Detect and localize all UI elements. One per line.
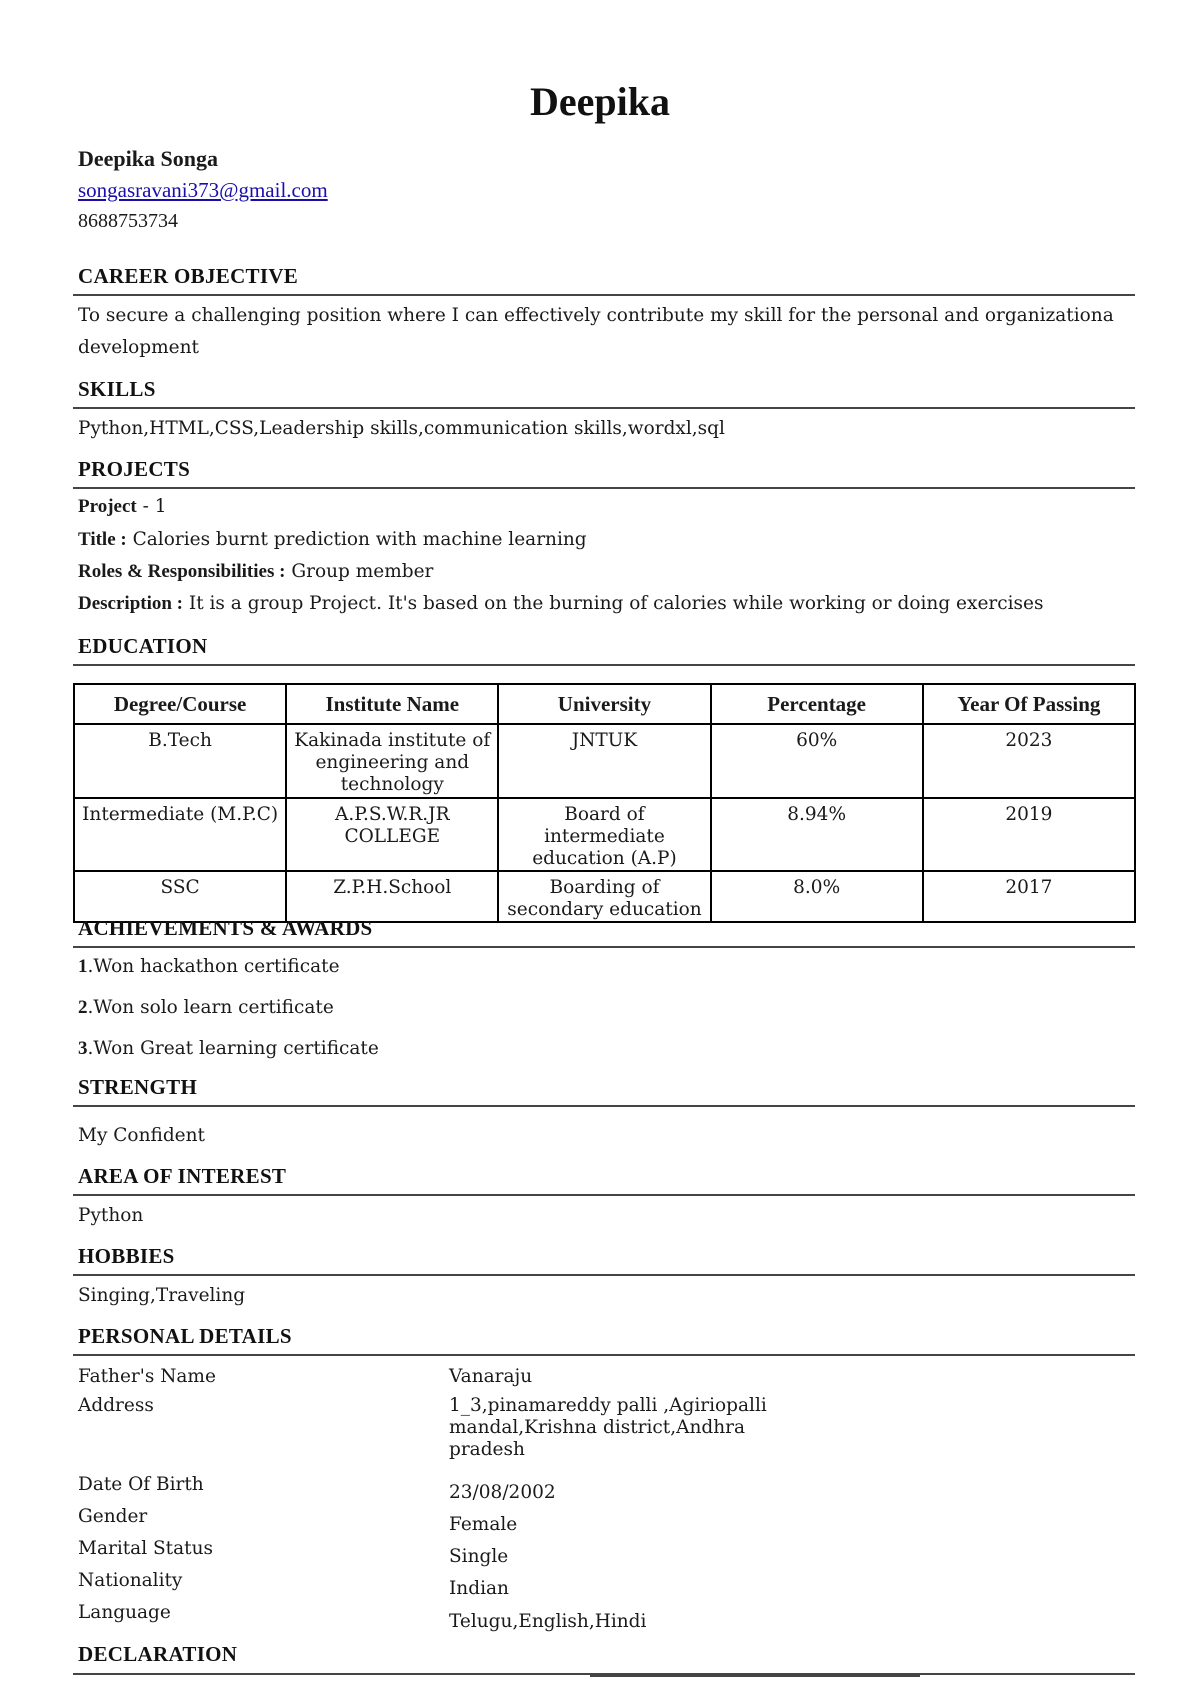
- table-row: [74, 798, 1135, 871]
- personal-field-label: Language: [78, 1602, 171, 1623]
- phone-number: 8688753734: [78, 210, 178, 232]
- list-item: [78, 1033, 379, 1065]
- personal-field-value: Single: [449, 1546, 509, 1567]
- education-heading: EDUCATION: [78, 634, 208, 658]
- table-cell: Intermediate (M.P.C): [74, 798, 286, 871]
- interest-heading: AREA OF INTEREST: [78, 1164, 287, 1188]
- personal-field-label: Father's Name: [78, 1366, 216, 1387]
- career-objective-heading: CAREER OBJECTIVE: [78, 264, 299, 288]
- table-cell: 60%: [711, 724, 923, 798]
- resume-title: Deepika: [530, 79, 670, 124]
- table-cell: Board of intermediate education (A.P): [498, 798, 710, 871]
- achievement-number: 1: [78, 956, 88, 977]
- achievement-number: 2: [78, 997, 88, 1018]
- personal-field-label: Nationality: [78, 1570, 183, 1591]
- personal-field-value: Vanaraju: [449, 1366, 533, 1387]
- section-divider: [73, 407, 1135, 409]
- table-cell: 2023: [923, 724, 1135, 798]
- strength-text: My Confident: [78, 1125, 205, 1146]
- project-title-label: Title :: [78, 529, 127, 550]
- declaration-heading: DECLARATION: [78, 1642, 238, 1666]
- hobbies-heading: HOBBIES: [78, 1244, 175, 1268]
- table-cell: JNTUK: [498, 724, 710, 798]
- table-cell: Kakinada institute of engineering and technology: [286, 724, 498, 798]
- table-header-row: [74, 684, 1135, 724]
- column-header: University: [498, 684, 710, 724]
- personal-field-value: Telugu,English,Hindi: [449, 1611, 647, 1632]
- table-cell: Boarding of secondary education: [498, 871, 710, 922]
- personal-field-label: Date Of Birth: [78, 1474, 204, 1495]
- education-table: [73, 683, 1136, 923]
- project-label: Project: [78, 496, 137, 517]
- table-row: [74, 724, 1135, 798]
- interest-text: Python: [78, 1205, 144, 1226]
- email-link[interactable]: songasravani373@gmail.com: [78, 178, 328, 202]
- table-row: [74, 871, 1135, 922]
- table-cell: A.P.S.W.R.JR COLLEGE: [286, 798, 498, 871]
- achievements-heading: ACHIEVEMENTS & AWARDS: [78, 916, 373, 940]
- column-header: Year Of Passing: [923, 684, 1135, 724]
- project-title-value: Calories burnt prediction with machine learning: [126, 529, 587, 550]
- section-divider: [73, 946, 1135, 948]
- hobbies-text: Singing,Traveling: [78, 1285, 246, 1306]
- personal-details-heading: PERSONAL DETAILS: [78, 1324, 292, 1348]
- achievement-number: 3: [78, 1038, 88, 1059]
- section-divider: [73, 1105, 1135, 1107]
- column-header: Percentage: [711, 684, 923, 724]
- personal-field-label: Address: [78, 1395, 154, 1416]
- project-description-value: It is a group Project. It's based on the burning of calories while working or doing exercises: [183, 593, 1044, 614]
- personal-field-value: 23/08/2002: [449, 1482, 556, 1503]
- achievement-text: .Won Great learning certificate: [87, 1038, 379, 1059]
- section-divider: [73, 1194, 1135, 1196]
- column-header: Degree/Course: [74, 684, 286, 724]
- strength-heading: STRENGTH: [78, 1075, 198, 1099]
- section-divider: [73, 1354, 1135, 1356]
- project-roles-value: Group member: [285, 561, 434, 582]
- section-divider: [73, 294, 1135, 296]
- personal-field-value: Indian: [449, 1578, 509, 1599]
- section-divider: [73, 1274, 1135, 1276]
- table-cell: 2019: [923, 798, 1135, 871]
- list-item: [78, 992, 334, 1024]
- list-item: [78, 951, 340, 983]
- personal-field-label: Gender: [78, 1506, 148, 1527]
- table-cell: B.Tech: [74, 724, 286, 798]
- table-cell: 2017: [923, 871, 1135, 922]
- personal-field-value: Female: [449, 1514, 518, 1535]
- projects-heading: PROJECTS: [78, 457, 191, 481]
- full-name: Deepika Songa: [78, 146, 218, 171]
- project-roles-label: Roles & Responsibilities :: [78, 561, 286, 582]
- table-cell: 8.0%: [711, 871, 923, 922]
- career-objective-line2: development: [78, 337, 199, 358]
- personal-field-value: 1_3,pinamareddy palli ,Agiriopalli mandal,Krishna district,Andhra pradesh: [449, 1395, 767, 1460]
- project-number: - 1: [136, 496, 167, 517]
- skills-heading: SKILLS: [78, 377, 156, 401]
- achievement-text: .Won solo learn certificate: [87, 997, 334, 1018]
- skills-text: Python,HTML,CSS,Leadership skills,communication skills,wordxl,sql: [78, 418, 725, 439]
- personal-field-label: Marital Status: [78, 1538, 213, 1559]
- achievement-text: .Won hackathon certificate: [87, 956, 340, 977]
- career-objective-line1: To secure a challenging position where I can effectively contribute my skill for the personal and organizationa: [78, 305, 1114, 326]
- footer-divider: [590, 1675, 920, 1677]
- table-cell: SSC: [74, 871, 286, 922]
- project-line: [78, 491, 167, 523]
- section-divider: [73, 664, 1135, 666]
- column-header: Institute Name: [286, 684, 498, 724]
- table-cell: 8.94%: [711, 798, 923, 871]
- project-title-line: [78, 524, 587, 556]
- section-divider: [73, 487, 1135, 489]
- project-description-label: Description :: [78, 593, 184, 614]
- project-roles-line: [78, 556, 433, 588]
- table-cell: Z.P.H.School: [286, 871, 498, 922]
- project-description-line: [78, 588, 1043, 620]
